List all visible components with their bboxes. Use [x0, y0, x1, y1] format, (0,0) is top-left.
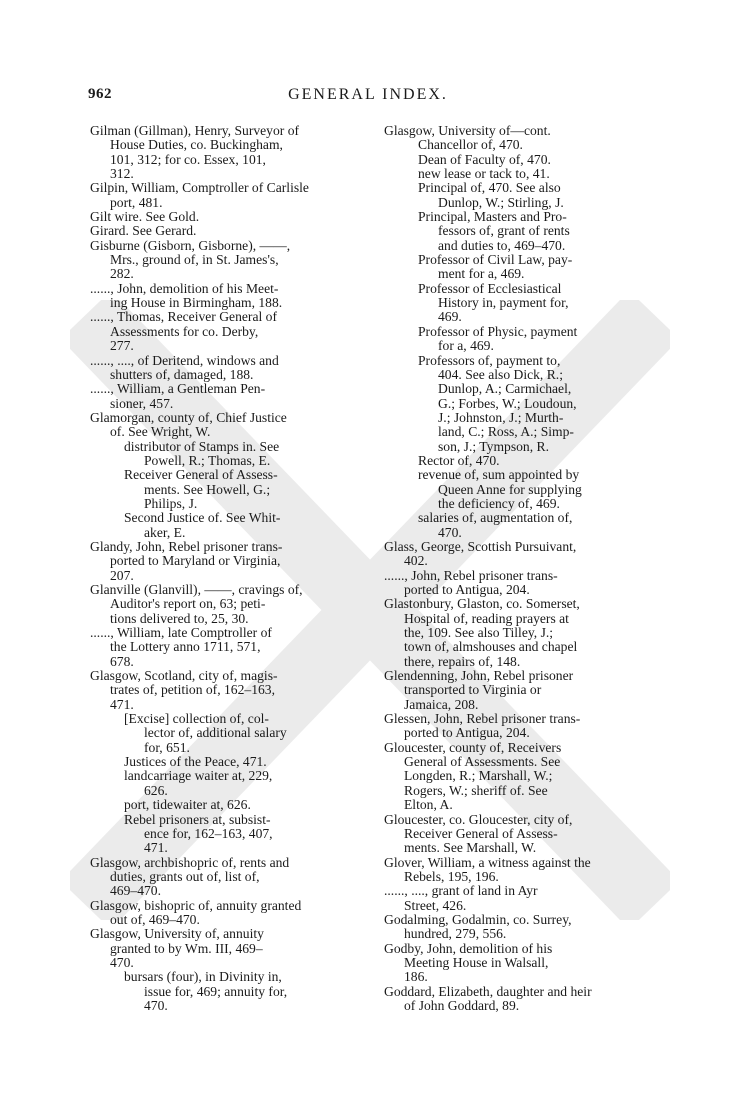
index-entry-line: Street, 426. [404, 897, 467, 913]
index-entry [90, 927, 360, 970]
index-entry [384, 712, 654, 741]
index-entry [384, 884, 654, 913]
index-entry-line: Glasgow, University of, annuity [90, 926, 264, 942]
index-entry-line: Assessments for co. Derby, [110, 323, 259, 339]
index-entry-line: Professor of Civil Law, pay- [418, 252, 573, 268]
index-entry-line: and duties to, 469–470. [438, 237, 566, 253]
index-entry-line: Gilpin, William, Comptroller of Carlisle [90, 180, 309, 196]
index-entry [90, 798, 360, 812]
index-entry [90, 712, 360, 755]
index-entry [90, 669, 360, 712]
index-entry-line: fessors of, grant of rents [438, 223, 570, 239]
index-entry-line: Glasgow, University of—cont. [384, 123, 551, 138]
index-entry-line: 678. [110, 653, 134, 669]
index-entry-line: Gilt wire. See Gold. [90, 209, 200, 225]
index-entry-line: aker, E. [144, 524, 186, 540]
index-entry-line: 402. [404, 553, 428, 569]
index-entry [90, 124, 360, 181]
index-entry-line: port, tidewaiter at, 626. [124, 797, 251, 813]
index-entry [384, 468, 654, 511]
index-entry-line: 470. [438, 524, 462, 540]
index-entry-line: Gisburne (Gisborn, Gisborne), ——, [90, 237, 291, 253]
index-entry-line: transported to Virginia or [404, 682, 542, 698]
index-entry-line: 469–470. [110, 883, 161, 899]
index-entry [90, 282, 360, 311]
index-entry-line: Dunlop, A.; Carmichael, [438, 381, 572, 397]
index-entry [384, 325, 654, 354]
index-entry [90, 626, 360, 669]
index-entry-line: Glamorgan, county of, Chief Justice [90, 409, 287, 425]
index-entry [90, 468, 360, 511]
index-entry-line: 626. [144, 782, 168, 798]
index-entry [90, 239, 360, 282]
index-entry [90, 755, 360, 769]
index-entry [384, 354, 654, 454]
index-entry-line: Receiver General of Assess- [124, 467, 278, 483]
index-entry-line: Hospital of, reading prayers at [404, 610, 569, 626]
index-entry-line: Queen Anne for supplying [438, 481, 582, 497]
index-entry-line: distributor of Stamps in. See [124, 438, 280, 454]
index-entry [384, 454, 654, 468]
index-entry-line: Second Justice of. See Whit- [124, 510, 281, 526]
index-entry-line: out of, 469–470. [110, 911, 200, 927]
index-entry [384, 253, 654, 282]
index-entry-line: Professor of Ecclesiastical [418, 280, 562, 296]
page-header [88, 86, 648, 110]
index-entry-line: ......, John, Rebel prisoner trans- [384, 567, 558, 583]
index-entry [384, 669, 654, 712]
index-entry-line: ing House in Birmingham, 188. [110, 295, 283, 311]
index-entry [90, 310, 360, 353]
index-entry-line: G.; Forbes, W.; Loudoun, [438, 395, 577, 411]
index-entry [90, 354, 360, 383]
index-entry-line: ments. See Howell, G.; [144, 481, 271, 497]
index-entry [384, 856, 654, 885]
index-entry [384, 167, 654, 181]
index-entry-line: 471. [110, 696, 134, 712]
index-entry [384, 985, 654, 1014]
index-entry-line: 470. [110, 954, 134, 970]
index-entry [384, 813, 654, 856]
index-entry-line: Powell, R.; Thomas, E. [144, 452, 271, 468]
index-entry [384, 913, 654, 942]
index-entry-line: 101, 312; for co. Essex, 101, [110, 151, 266, 167]
index-entry-line: 282. [110, 266, 134, 282]
index-entry-line: Gloucester, co. Gloucester, city of, [384, 811, 573, 827]
index-entry [90, 970, 360, 1013]
index-column-left [90, 124, 360, 1013]
index-entry-line: landcarriage waiter at, 229, [124, 768, 273, 784]
index-entry-line: Glessen, John, Rebel prisoner trans- [384, 711, 581, 727]
index-entry-line: ......, William, a Gentleman Pen- [90, 381, 266, 397]
index-entry-line: hundred, 279, 556. [404, 926, 507, 942]
index-entry-line: ......, ...., of Deritend, windows and [90, 352, 279, 368]
index-entry [384, 511, 654, 540]
index-entry-line: Dean of Faculty of, 470. [418, 151, 551, 167]
index-entry-line: the Lottery anno 1711, 571, [110, 639, 261, 655]
index-entry-line: J.; Johnston, J.; Murth- [438, 409, 564, 425]
index-entry-line: 404. See also Dick, R.; [438, 366, 563, 382]
index-entry-line: Glandy, John, Rebel prisoner trans- [90, 538, 283, 554]
index-entry [90, 899, 360, 928]
index-entry-line: General of Assessments. See [404, 754, 561, 770]
index-entry [384, 138, 654, 152]
index-column-right [384, 124, 654, 1013]
index-entry-line: Glasgow, bishopric of, annuity granted [90, 897, 302, 913]
index-entry [384, 124, 654, 138]
index-entry [384, 282, 654, 325]
index-entry-line: ......, John, demolition of his Meet- [90, 280, 279, 296]
index-entry [90, 856, 360, 899]
index-entry-line: Glendenning, John, Rebel prisoner [384, 668, 574, 684]
page-number: 962 [88, 86, 112, 102]
index-entry-line: Chancellor of, 470. [418, 137, 523, 153]
index-entry [90, 583, 360, 626]
index-entry [384, 569, 654, 598]
index-entry-line: port, 481. [110, 194, 163, 210]
index-entry-line: Justices of the Peace, 471. [124, 754, 267, 770]
index-entry-line: Principal, Masters and Pro- [418, 209, 567, 225]
index-entry-line: sioner, 457. [110, 395, 174, 411]
index-entry-line: the, 109. See also Tilley, J.; [404, 625, 554, 641]
index-entry-line: Meeting House in Walsall, [404, 954, 549, 970]
index-entry-line: ments. See Marshall, W. [404, 840, 537, 856]
index-entry [384, 210, 654, 253]
index-entry [90, 540, 360, 583]
index-entry-line: ported to Maryland or Virginia, [110, 553, 281, 569]
index-entry [384, 741, 654, 813]
index-entry [90, 382, 360, 411]
index-entry-line: 186. [404, 969, 428, 985]
index-entry-line: Dunlop, W.; Stirling, J. [438, 194, 564, 210]
index-entry-line: Glover, William, a witness against the [384, 854, 591, 870]
index-entry-line: Glanville (Glanvill), ——, cravings of, [90, 582, 303, 597]
index-entry-line: Girard. See Gerard. [90, 223, 197, 239]
index-entry-line: shutters of, damaged, 188. [110, 366, 254, 382]
index-entry-line: Elton, A. [404, 797, 453, 813]
running-title: GENERAL INDEX. [288, 86, 448, 103]
index-entry-line: Rogers, W.; sheriff of. See [404, 782, 548, 798]
index-entry-line: ence for, 162–163, 407, [144, 825, 273, 841]
index-entry-line: issue for, 469; annuity for, [144, 983, 288, 999]
index-entry-line: ment for a, 469. [438, 266, 525, 282]
index-entry-line: Glasgow, archbishopric of, rents and [90, 854, 290, 870]
index-entry-line: for a, 469. [438, 338, 494, 354]
index-entry [90, 411, 360, 440]
index-entry-line: Godalming, Godalmin, co. Surrey, [384, 911, 572, 927]
index-entry [90, 813, 360, 856]
index-entry-line: ......, William, late Comptroller of [90, 625, 272, 641]
index-entry-line: Mrs., ground of, in St. James's, [110, 252, 279, 268]
index-entry [384, 181, 654, 210]
index-entry [384, 942, 654, 985]
index-entry-line: new lease or tack to, 41. [418, 166, 550, 182]
index-entry-line: House Duties, co. Buckingham, [110, 137, 283, 153]
index-entry-line: granted to by Wm. III, 469– [110, 940, 263, 956]
index-entry-line: tions delivered to, 25, 30. [110, 610, 249, 626]
index-entry-line: for, 651. [144, 739, 190, 755]
index-entry-line: duties, grants out of, list of, [110, 868, 260, 884]
index-entry-line: Rector of, 470. [418, 452, 500, 468]
index-entry [90, 224, 360, 238]
index-entry-line: Auditor's report on, 63; peti- [110, 596, 266, 612]
index-entry-line: lector of, additional salary [144, 725, 287, 741]
index-entry-line: town of, almshouses and chapel [404, 639, 578, 655]
index-entry-line: Rebel prisoners at, subsist- [124, 811, 271, 827]
index-entry-line: son, J.; Tympson, R. [438, 438, 549, 454]
index-entry-line: Rebels, 195, 196. [404, 868, 499, 884]
index-entry-line: trates of, petition of, 162–163, [110, 682, 275, 698]
index-entry-line: bursars (four), in Divinity in, [124, 969, 282, 985]
index-entry-line: Goddard, Elizabeth, daughter and heir [384, 983, 592, 999]
index-entry-line: ......, Thomas, Receiver General of [90, 309, 277, 325]
index-entry-line: revenue of, sum appointed by [418, 467, 580, 483]
index-entry-line: 470. [144, 997, 168, 1013]
index-entry [384, 540, 654, 569]
index-entry-line: Jamaica, 208. [404, 696, 479, 712]
index-entry-line: Gloucester, county of, Receivers [384, 739, 562, 755]
index-entry-line: History in, payment for, [438, 295, 569, 311]
index-entry [384, 153, 654, 167]
index-entry-line: the deficiency of, 469. [438, 495, 560, 511]
index-entry [384, 597, 654, 669]
index-entry [90, 769, 360, 798]
index-entry-line: Principal of, 470. See also [418, 180, 561, 196]
index-entry-line: land, C.; Ross, A.; Simp- [438, 424, 574, 440]
index-entry-line: Glasgow, Scotland, city of, magis- [90, 668, 278, 684]
index-entry-line: 277. [110, 338, 134, 354]
index-entry-line: 469. [438, 309, 462, 325]
index-entry-line: 471. [144, 840, 168, 856]
index-entry-line: ......, ...., grant of land in Ayr [384, 883, 538, 899]
index-entry-line: Glass, George, Scottish Pursuivant, [384, 538, 577, 554]
index-entry-line: ported to Antigua, 204. [404, 725, 530, 741]
index-entry [90, 210, 360, 224]
index-entry-line: ported to Antigua, 204. [404, 582, 530, 597]
index-entry-line: Gilman (Gillman), Henry, Surveyor of [90, 123, 300, 138]
index-entry-line: of. See Wright, W. [110, 424, 211, 440]
index-entry [90, 181, 360, 210]
index-entry [90, 440, 360, 469]
index-entry-line: Professors of, payment to, [418, 352, 561, 368]
index-entry-line: there, repairs of, 148. [404, 653, 521, 669]
index-entry-line: Receiver General of Assess- [404, 825, 558, 841]
index-entry-line: Glastonbury, Glaston, co. Somerset, [384, 596, 580, 612]
index-entry-line: Longden, R.; Marshall, W.; [404, 768, 553, 784]
index-entry-line: Godby, John, demolition of his [384, 940, 553, 956]
index-entry-line: Professor of Physic, payment [418, 323, 578, 339]
index-entry-line: 312. [110, 166, 134, 182]
index-entry [90, 511, 360, 540]
index-entry-line: 207. [110, 567, 134, 583]
index-entry-line: Philips, J. [144, 495, 198, 511]
index-entry-line: of John Goddard, 89. [404, 997, 520, 1013]
index-entry-line: salaries of, augmentation of, [418, 510, 573, 526]
index-entry-line: [Excise] collection of, col- [124, 711, 269, 727]
